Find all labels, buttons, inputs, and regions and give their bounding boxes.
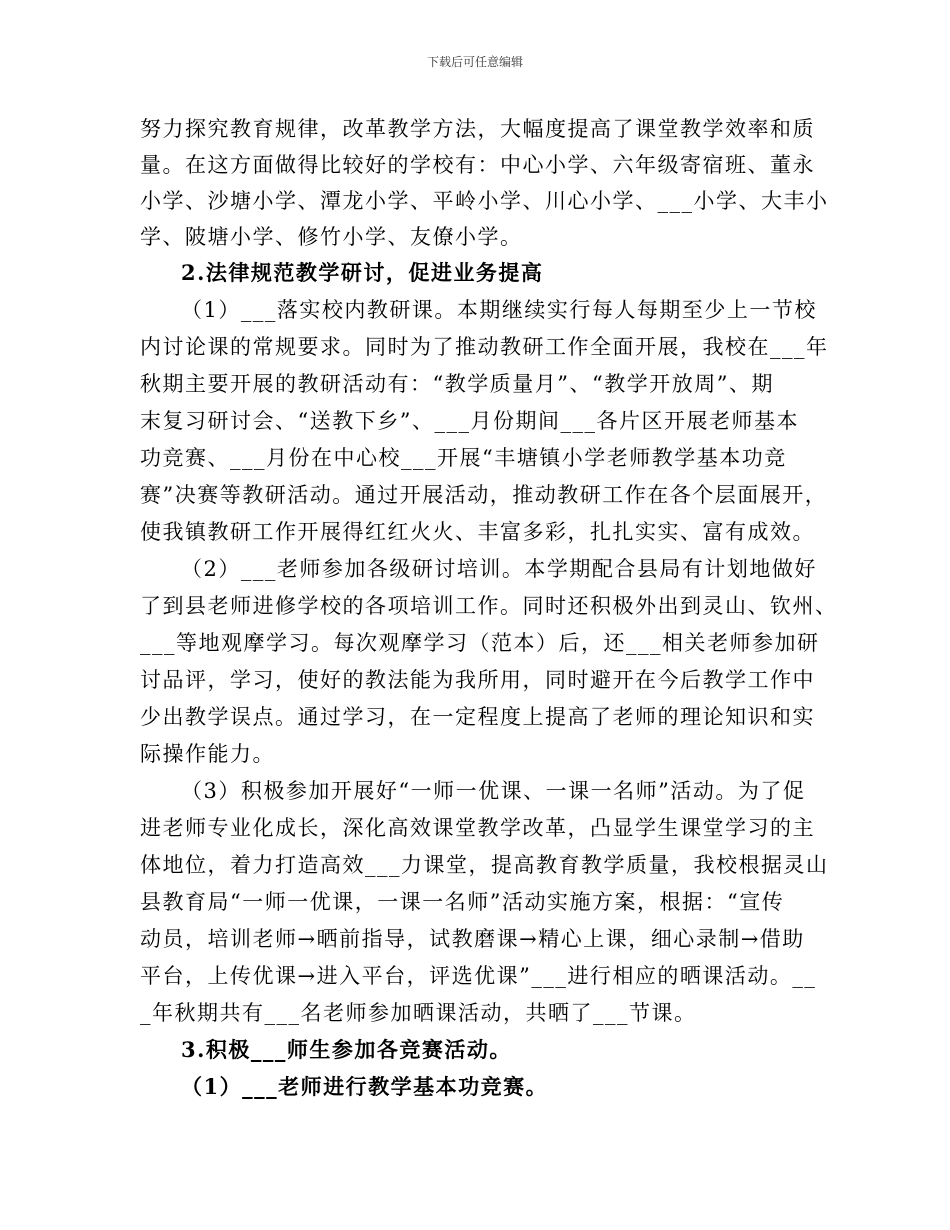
section-heading: 2.法律规范教学研讨，促进业务提高 (181, 260, 544, 285)
subsection-heading: （1）___老师进行教学基本功竞赛。 (181, 1074, 549, 1099)
paragraph-line: 功竞赛、___月份在中心校___开展“丰塘镇小学老师教学基本功竞 (140, 446, 787, 470)
paragraph-line: 小学、沙塘小学、潭龙小学、平岭小学、川心小学、___小学、大丰小 (140, 189, 829, 213)
paragraph-line: 进老师专业化成长，深化高效课堂教学改革，凸显学生课堂学习的主 (140, 816, 815, 840)
paragraph-line: 际操作能力。 (140, 742, 275, 766)
paragraph-line: 努力探究教育规律，改革教学方法，大幅度提高了课堂教学效率和质 (140, 117, 815, 141)
paragraph-line: 县教育局“一师一优课，一课一名师”活动实施方案，根据：“宣传 (140, 890, 785, 914)
paragraph-line: 平台，上传优课→进入平台，评选优课”___进行相应的晒课活动。__ (140, 964, 817, 988)
paragraph-line: （3）积极参加开展好“一师一优课、一课一名师”活动。为了促 (181, 779, 806, 803)
paragraph-line: （2）___老师参加各级研讨培训。本学期配合县局有计划地做好 (181, 557, 817, 581)
paragraph-line: 动员，培训老师→晒前指导，试教磨课→精心上课，细心录制→借助 (140, 927, 805, 951)
paragraph-line: 内讨论课的常规要求。同时为了推动教研工作全面开展，我校在___年 (140, 335, 829, 359)
paragraph-line: 学、陂塘小学、修竹小学、友僚小学。 (140, 225, 523, 249)
paragraph-line: _年秋期共有___名老师参加晒课活动，共晒了___节课。 (140, 1001, 697, 1025)
paragraph-line: 赛”决赛等教研活动。通过开展活动，推动教研工作在各个层面展开， (140, 483, 828, 507)
paragraph-line: 少出教学误点。通过学习，在一定程度上提高了老师的理论知识和实 (140, 705, 815, 729)
paragraph-line: 量。在这方面做得比较好的学校有：中心小学、六年级寄宿班、董永 (140, 153, 815, 177)
paragraph-line: 秋期主要开展的教研活动有：“教学质量月”、“教学开放周”、期 (140, 372, 774, 396)
paragraph-line: 讨品评，学习，使好的教法能为我所用，同时避开在今后教学工作中 (140, 668, 815, 692)
paragraph-line: 体地位，着力打造高效___力课堂，提高教育教学质量，我校根据灵山 (140, 853, 829, 877)
page-header: 下载后可任意编辑 (426, 55, 523, 69)
paragraph-line: （1）___落实校内教研课。本期继续实行每人每期至少上一节校 (181, 298, 817, 322)
paragraph-line: 了到县老师进修学校的各项培训工作。同时还积极外出到灵山、钦州、 (140, 594, 838, 618)
paragraph-line: 末复习研讨会、“送教下乡”、___月份期间___各片区开展老师基本 (140, 409, 799, 433)
paragraph-line: ___等地观摩学习。每次观摩学习（范本）后，还___相关老师参加研 (140, 631, 820, 655)
section-heading: 3.积极___师生参加各竞赛活动。 (181, 1037, 512, 1062)
paragraph-line: 使我镇教研工作开展得红红火火、丰富多彩，扎扎实实、富有成效。 (140, 520, 815, 544)
